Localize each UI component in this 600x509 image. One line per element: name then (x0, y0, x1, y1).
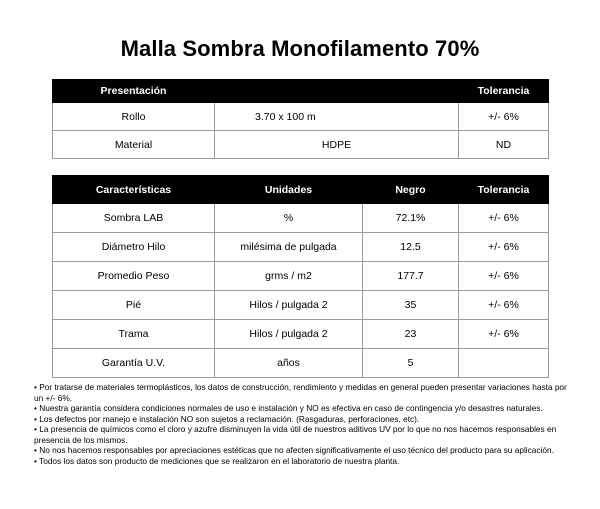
footnotes (34, 382, 568, 466)
footnote: • Nuestra garantía considera condiciones normales de uso e instalación y NO es efectiva en caso de contingencia y/o desastres naturales. (34, 403, 543, 413)
table-cell: 12.5 (363, 233, 459, 262)
table-cell: Hilos / pulgada 2 (215, 320, 363, 349)
table-cell: ND (459, 131, 549, 159)
footnote: • Por tratarse de materiales termoplásticos, los datos de construcción, rendimiento y medidas en general pueden presentar variaciones hasta por un +/- 6%. (34, 382, 567, 403)
table-cell: % (215, 204, 363, 233)
table-cell: +/- 6% (459, 320, 549, 349)
table-cell: HDPE (215, 131, 459, 159)
table-cell: +/- 6% (459, 291, 549, 320)
footnote: • La presencia de químicos como el cloro y azufre disminuyen la vida útil de nuestros aditivos UV por lo que no nos hacemos responsables en presencia de los mismos. (34, 424, 557, 445)
table-cell: Pié (53, 291, 215, 320)
table-cell: Material (53, 131, 215, 159)
table-row (53, 233, 549, 262)
table-cell: Trama (53, 320, 215, 349)
table-cell: 5 (363, 349, 459, 378)
table-row (53, 320, 549, 349)
footnote: • Todos los datos son producto de mediciones que se realizaron en el laboratorio de nuestra planta. (34, 455, 400, 466)
table-cell: +/- 6% (459, 103, 549, 131)
table-cell: 35 (363, 291, 459, 320)
table-header-row (53, 80, 549, 103)
table-cell: Sombra LAB (53, 204, 215, 233)
table-cell: Garantía U.V. (53, 349, 215, 378)
characteristics-table (52, 175, 549, 378)
table-cell: +/- 6% (459, 233, 549, 262)
table-cell: grms / m2 (215, 262, 363, 291)
table-row (53, 349, 549, 378)
header-cell: Presentación (53, 80, 215, 103)
header-cell: Unidades (215, 176, 363, 204)
table-cell: 72.1% (363, 204, 459, 233)
header-cell: Tolerancia (459, 176, 549, 204)
table-cell: +/- 6% (459, 204, 549, 233)
header-cell: Características (53, 176, 215, 204)
table-row (53, 262, 549, 291)
table-row (53, 103, 549, 131)
table-header-row (53, 176, 549, 204)
page-title: Malla Sombra Monofilamento 70% (120, 36, 480, 61)
table-cell: 3.70 x 100 m (215, 103, 459, 131)
table-cell: Hilos / pulgada 2 (215, 291, 363, 320)
table-row (53, 204, 549, 233)
table-cell: 23 (363, 320, 459, 349)
table-row (53, 131, 549, 159)
header-cell (215, 80, 459, 103)
table-cell (459, 349, 549, 378)
header-cell: Tolerancia (459, 80, 549, 103)
header-cell: Negro (363, 176, 459, 204)
table-cell: +/- 6% (459, 262, 549, 291)
footnote: • Los defectos por manejo e instalación NO son sujetos a reclamación. (Rasgaduras, perforaciones, etc). (34, 413, 420, 424)
table-cell: años (215, 349, 363, 378)
table-cell: Promedio Peso (53, 262, 215, 291)
footnote: • No nos hacemos responsables por apreciaciones estéticas que no afecten significativamente el uso técnico del producto para su aplicación. (34, 445, 554, 455)
table-cell: Rollo (53, 103, 215, 131)
presentation-table (52, 79, 549, 159)
table-cell: Diámetro Hilo (53, 233, 215, 262)
table-row (53, 291, 549, 320)
table-cell: milésima de pulgada (215, 233, 363, 262)
table-cell: 177.7 (363, 262, 459, 291)
